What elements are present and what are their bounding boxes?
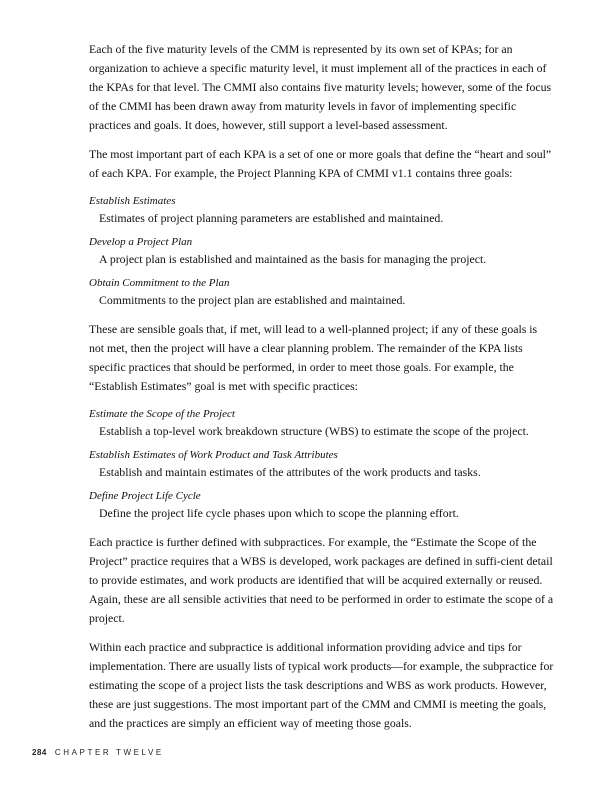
goal-item [89, 275, 554, 310]
practice-description: Establish and maintain estimates of the attributes of the work products and tasks. [99, 465, 481, 479]
practice-item [89, 488, 554, 523]
goal-term: Establish Estimates [89, 195, 176, 207]
page-footer [32, 748, 164, 757]
chapter-label: CHAPTER TWELVE [54, 748, 164, 757]
practice-term: Establish Estimates of Work Product and Task Attributes [89, 449, 338, 461]
practice-term: Define Project Life Cycle [89, 490, 201, 502]
paragraph-subpractices: Each practice is further defined with subpractices. For example, the “Estimate the Scope of the Project” practice requires that a WBS is developed, work packages are defined in suffi-cient detail to provide estimates, and work products are identified that will be acquired externally or reused. Again, these are all sensible activities that need to be performed in order to estimate the scope of a project. [89, 535, 554, 625]
page-number: 284 [32, 748, 47, 757]
paragraph-sensible-goals: These are sensible goals that, if met, will lead to a well-planned project; if any of these goals is not met, then the project will have a clear planning problem. The remainder of the KPA lists specific practices that should be performed, in order to meet those goals. For example, the “Establish Estimates” goal is met with specific practices: [89, 322, 538, 393]
practice-item [89, 447, 554, 482]
goal-term: Obtain Commitment to the Plan [89, 277, 230, 289]
goal-description: A project plan is established and maintained as the basis for managing the project. [99, 252, 487, 266]
goal-term: Develop a Project Plan [89, 236, 193, 248]
goal-description: Estimates of project planning parameters are established and maintained. [99, 211, 444, 225]
paragraph-kpa-goals-intro: The most important part of each KPA is a set of one or more goals that define the “heart and soul” of each KPA. For example, the Project Planning KPA of CMMI v1.1 contains three goals: [89, 147, 552, 180]
paragraph-maturity-levels: Each of the five maturity levels of the CMM is represented by its own set of KPAs; for an organization to achieve a specific maturity level, it must implement all of the practices in each of the KPAs for that level. The CMMI also contains five maturity levels; however, some of the focus of the CMMI has been drawn away from maturity levels in favor of implementing specific practices and goals. It does, however, still support a level-based assessment. [89, 42, 552, 132]
goal-item [89, 234, 554, 269]
page-body [89, 40, 554, 743]
practice-term: Estimate the Scope of the Project [89, 408, 235, 420]
practice-description: Define the project life cycle phases upon which to scope the planning effort. [99, 506, 459, 520]
paragraph-implementation-tips: Within each practice and subpractice is additional information providing advice and tips for implementation. There are usually lists of typical work products—for example, the subpractice for estimating the scope of a project lists the task descriptions and WBS as work products. However, these are just suggestions. The most important part of the CMM and CMMI is meeting the goals, and the practices are simply an efficient way of meeting those goals. [89, 640, 554, 730]
goal-item [89, 193, 554, 228]
goal-description: Commitments to the project plan are established and maintained. [99, 293, 406, 307]
practice-description: Establish a top-level work breakdown structure (WBS) to estimate the scope of the project. [99, 424, 529, 438]
practice-item [89, 406, 554, 441]
